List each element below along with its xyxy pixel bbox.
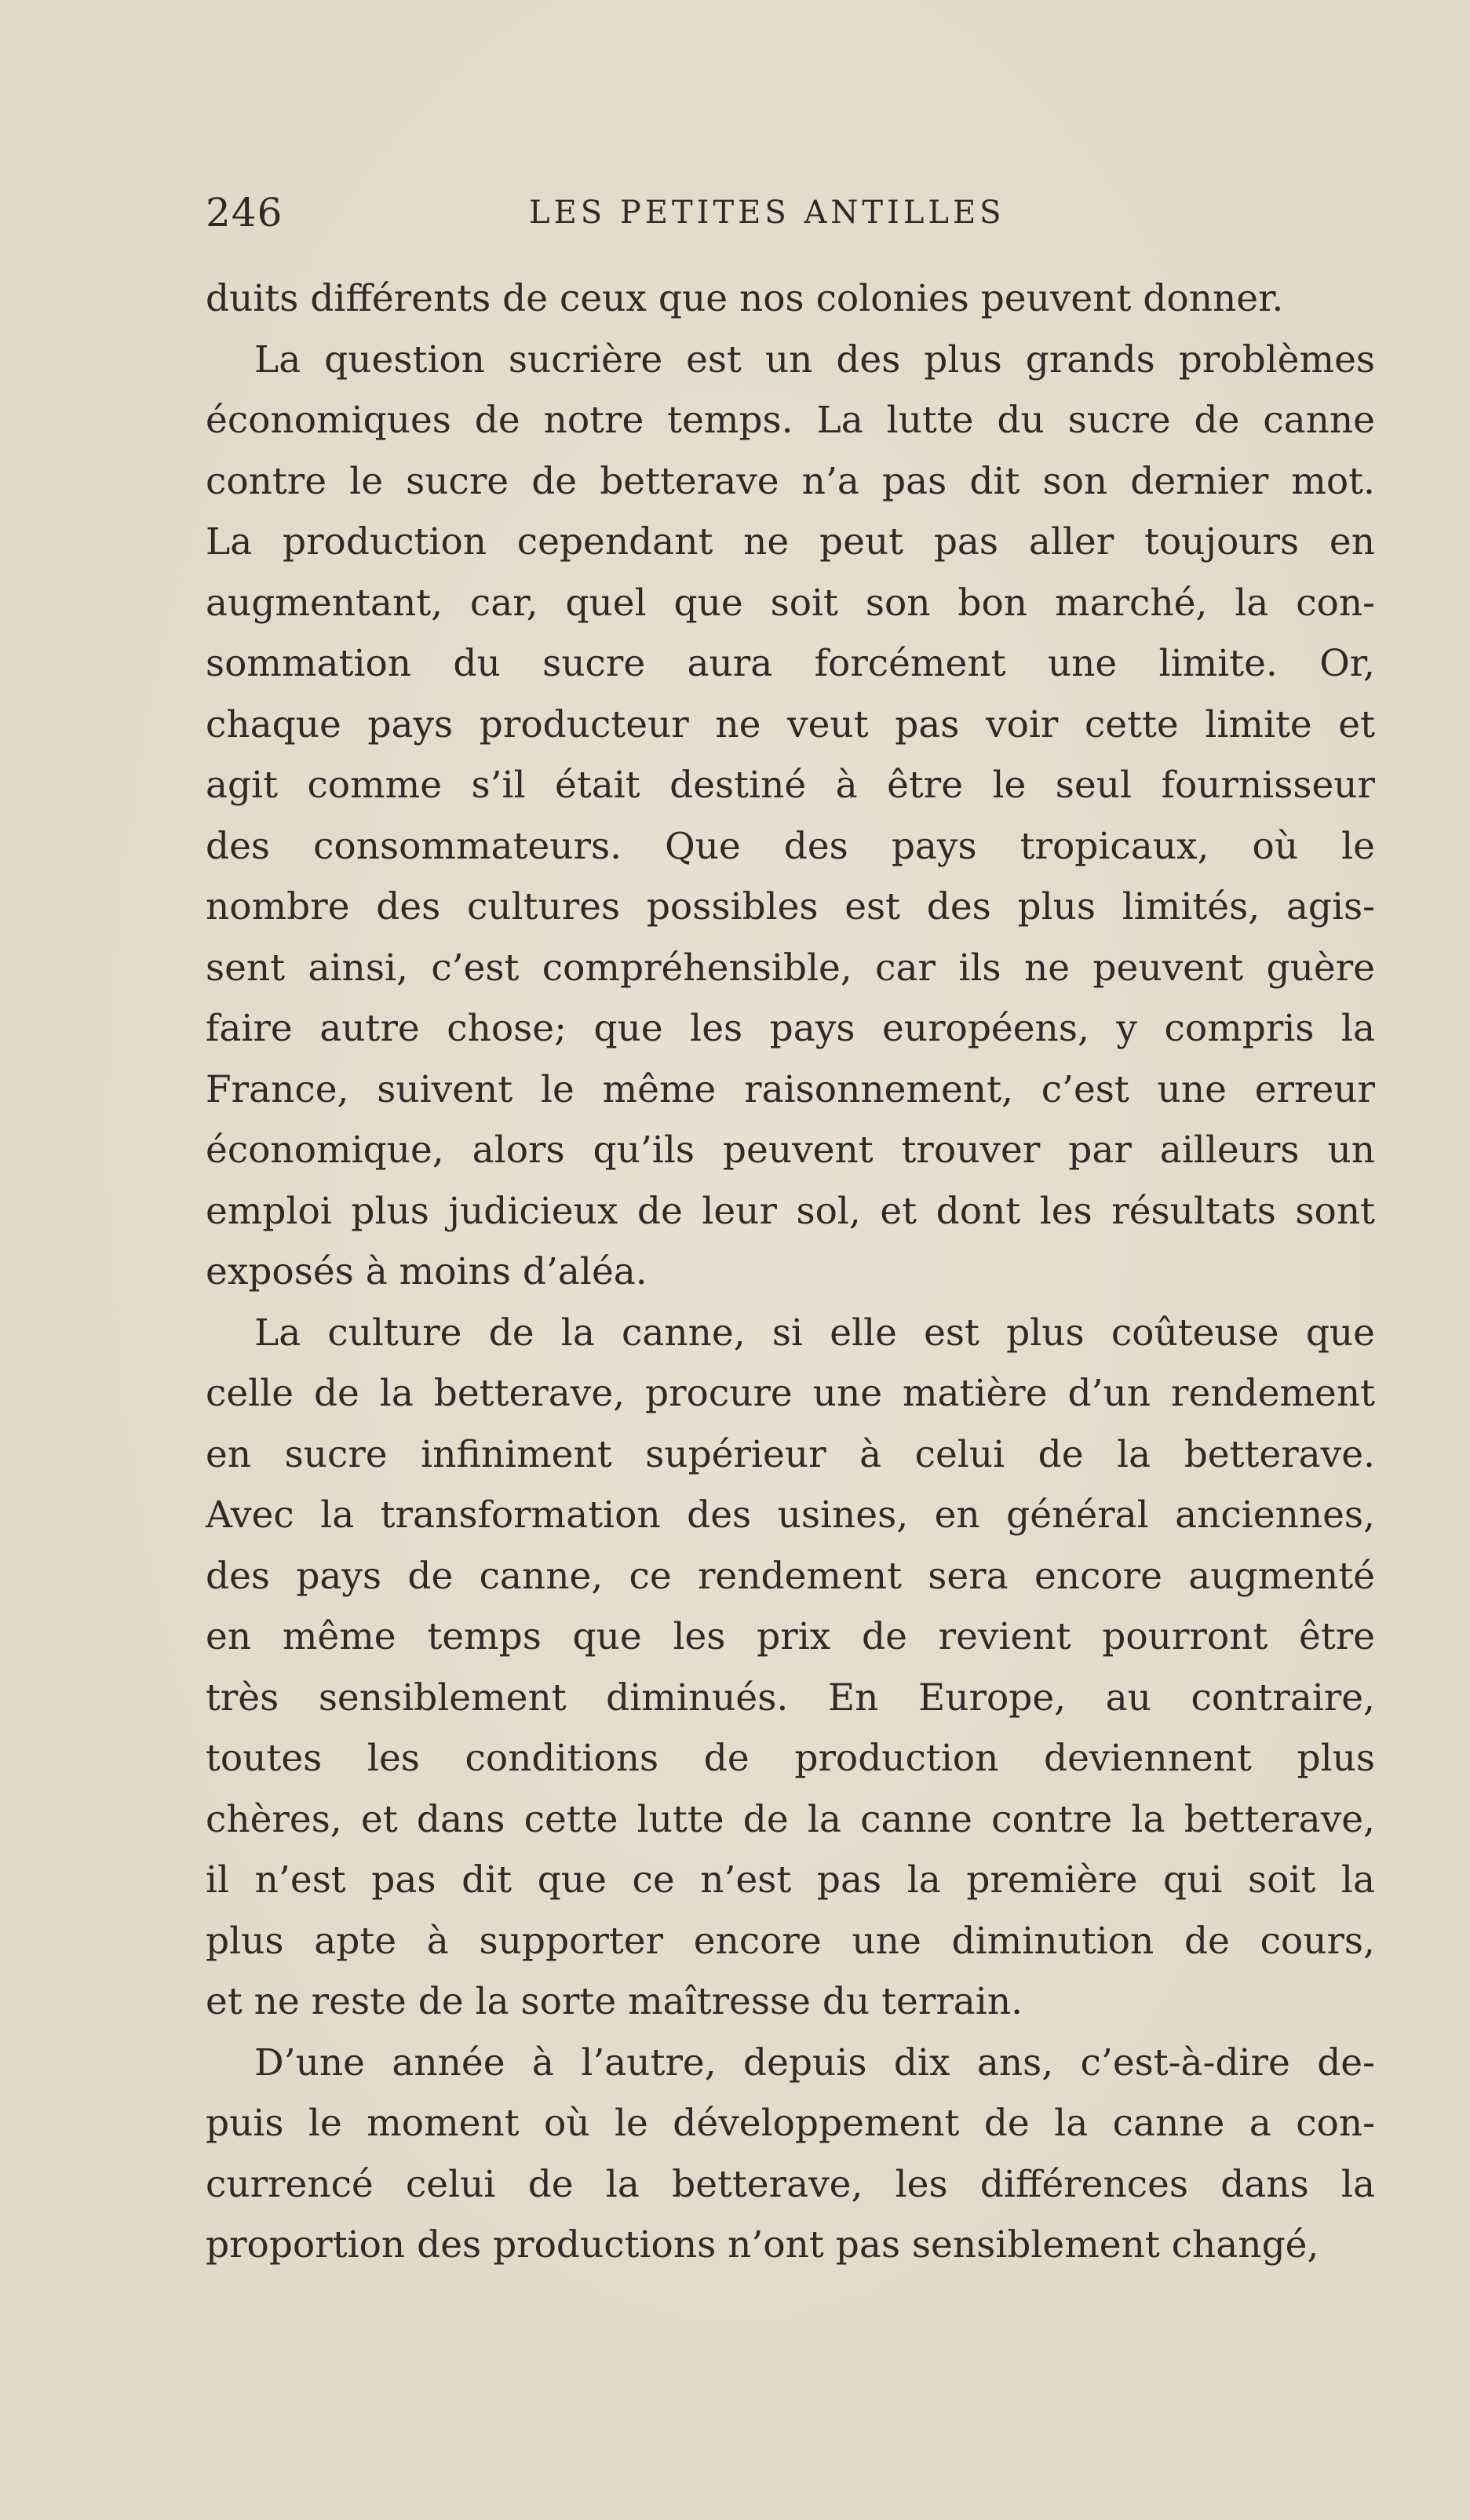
text-line: augmentant, car, quel que soit son bon marché, la con- bbox=[206, 581, 1375, 625]
text-line: chaque pays producteur ne veut pas voir cette limite et bbox=[206, 702, 1375, 746]
text-line: Avec la transformation des usines, en général anciennes, bbox=[206, 1493, 1375, 1537]
text-line: celle de la betterave, procure une matière d’un rendement bbox=[206, 1372, 1375, 1415]
text-line: exposés à moins d’aléa. bbox=[206, 1250, 647, 1293]
text-line: contre le sucre de betterave n’a pas dit son dernier mot. bbox=[206, 459, 1375, 503]
text-line: agit comme s’il était destiné à être le seul fournisseur bbox=[206, 764, 1375, 807]
paragraph bbox=[206, 1303, 1375, 2033]
paragraph bbox=[206, 268, 1375, 330]
text-line: en même temps que les prix de revient pourront être bbox=[206, 1615, 1375, 1658]
text-line: D’une année à l’autre, depuis dix ans, c’est-à-dire de- bbox=[254, 2040, 1375, 2084]
text-line: La question sucrière est un des plus grands problèmes bbox=[254, 337, 1375, 381]
text-line: puis le moment où le développement de la canne a con- bbox=[206, 2102, 1375, 2145]
page-header bbox=[206, 185, 1375, 240]
text-line: très sensiblement diminués. En Europe, au contraire, bbox=[206, 1676, 1375, 1720]
text-line: des pays de canne, ce rendement sera encore augmenté bbox=[206, 1554, 1375, 1598]
text-line: proportion des productions n’ont pas sensiblement changé, bbox=[206, 2223, 1319, 2267]
text-line: et ne reste de la sorte maîtresse du terrain. bbox=[206, 1980, 1023, 2023]
text-line: chères, et dans cette lutte de la canne contre la betterave, bbox=[206, 1797, 1375, 1841]
text-line: La culture de la canne, si elle est plus coûteuse que bbox=[254, 1311, 1375, 1355]
body-text bbox=[206, 268, 1375, 2276]
page-number: 246 bbox=[206, 190, 283, 235]
text-line: duits différents de ceux que nos colonies peuvent donner. bbox=[206, 277, 1284, 320]
text-line: nombre des cultures possibles est des plus limités, agis- bbox=[206, 885, 1375, 928]
text-line: il n’est pas dit que ce n’est pas la première qui soit la bbox=[206, 1858, 1375, 1902]
text-line: sent ainsi, c’est compréhensible, car ils ne peuvent guère bbox=[206, 946, 1375, 990]
paragraph bbox=[206, 2033, 1375, 2276]
text-line: currencé celui de la betterave, les différences dans la bbox=[206, 2162, 1375, 2206]
text-line: en sucre infiniment supérieur à celui de la betterave. bbox=[206, 1432, 1375, 1476]
text-line: La production cependant ne peut pas aller toujours en bbox=[206, 520, 1375, 563]
text-line: France, suivent le même raisonnement, c’est une erreur bbox=[206, 1067, 1375, 1111]
text-line: économique, alors qu’ils peuvent trouver par ailleurs un bbox=[206, 1129, 1375, 1172]
text-line: emploi plus judicieux de leur sol, et dont les résultats sont bbox=[206, 1189, 1375, 1233]
text-line: toutes les conditions de production deviennent plus bbox=[206, 1737, 1375, 1780]
running-title: LES PETITES ANTILLES bbox=[529, 195, 1005, 231]
text-line: économiques de notre temps. La lutte du sucre de canne bbox=[206, 399, 1375, 442]
text-line: des consommateurs. Que des pays tropicaux, où le bbox=[206, 824, 1375, 868]
text-line: plus apte à supporter encore une diminution de cours, bbox=[206, 1919, 1375, 1963]
paragraph bbox=[206, 330, 1375, 1303]
text-line: faire autre chose; que les pays européens, y compris la bbox=[206, 1007, 1375, 1050]
text-line: sommation du sucre aura forcément une limite. Or, bbox=[206, 642, 1375, 685]
